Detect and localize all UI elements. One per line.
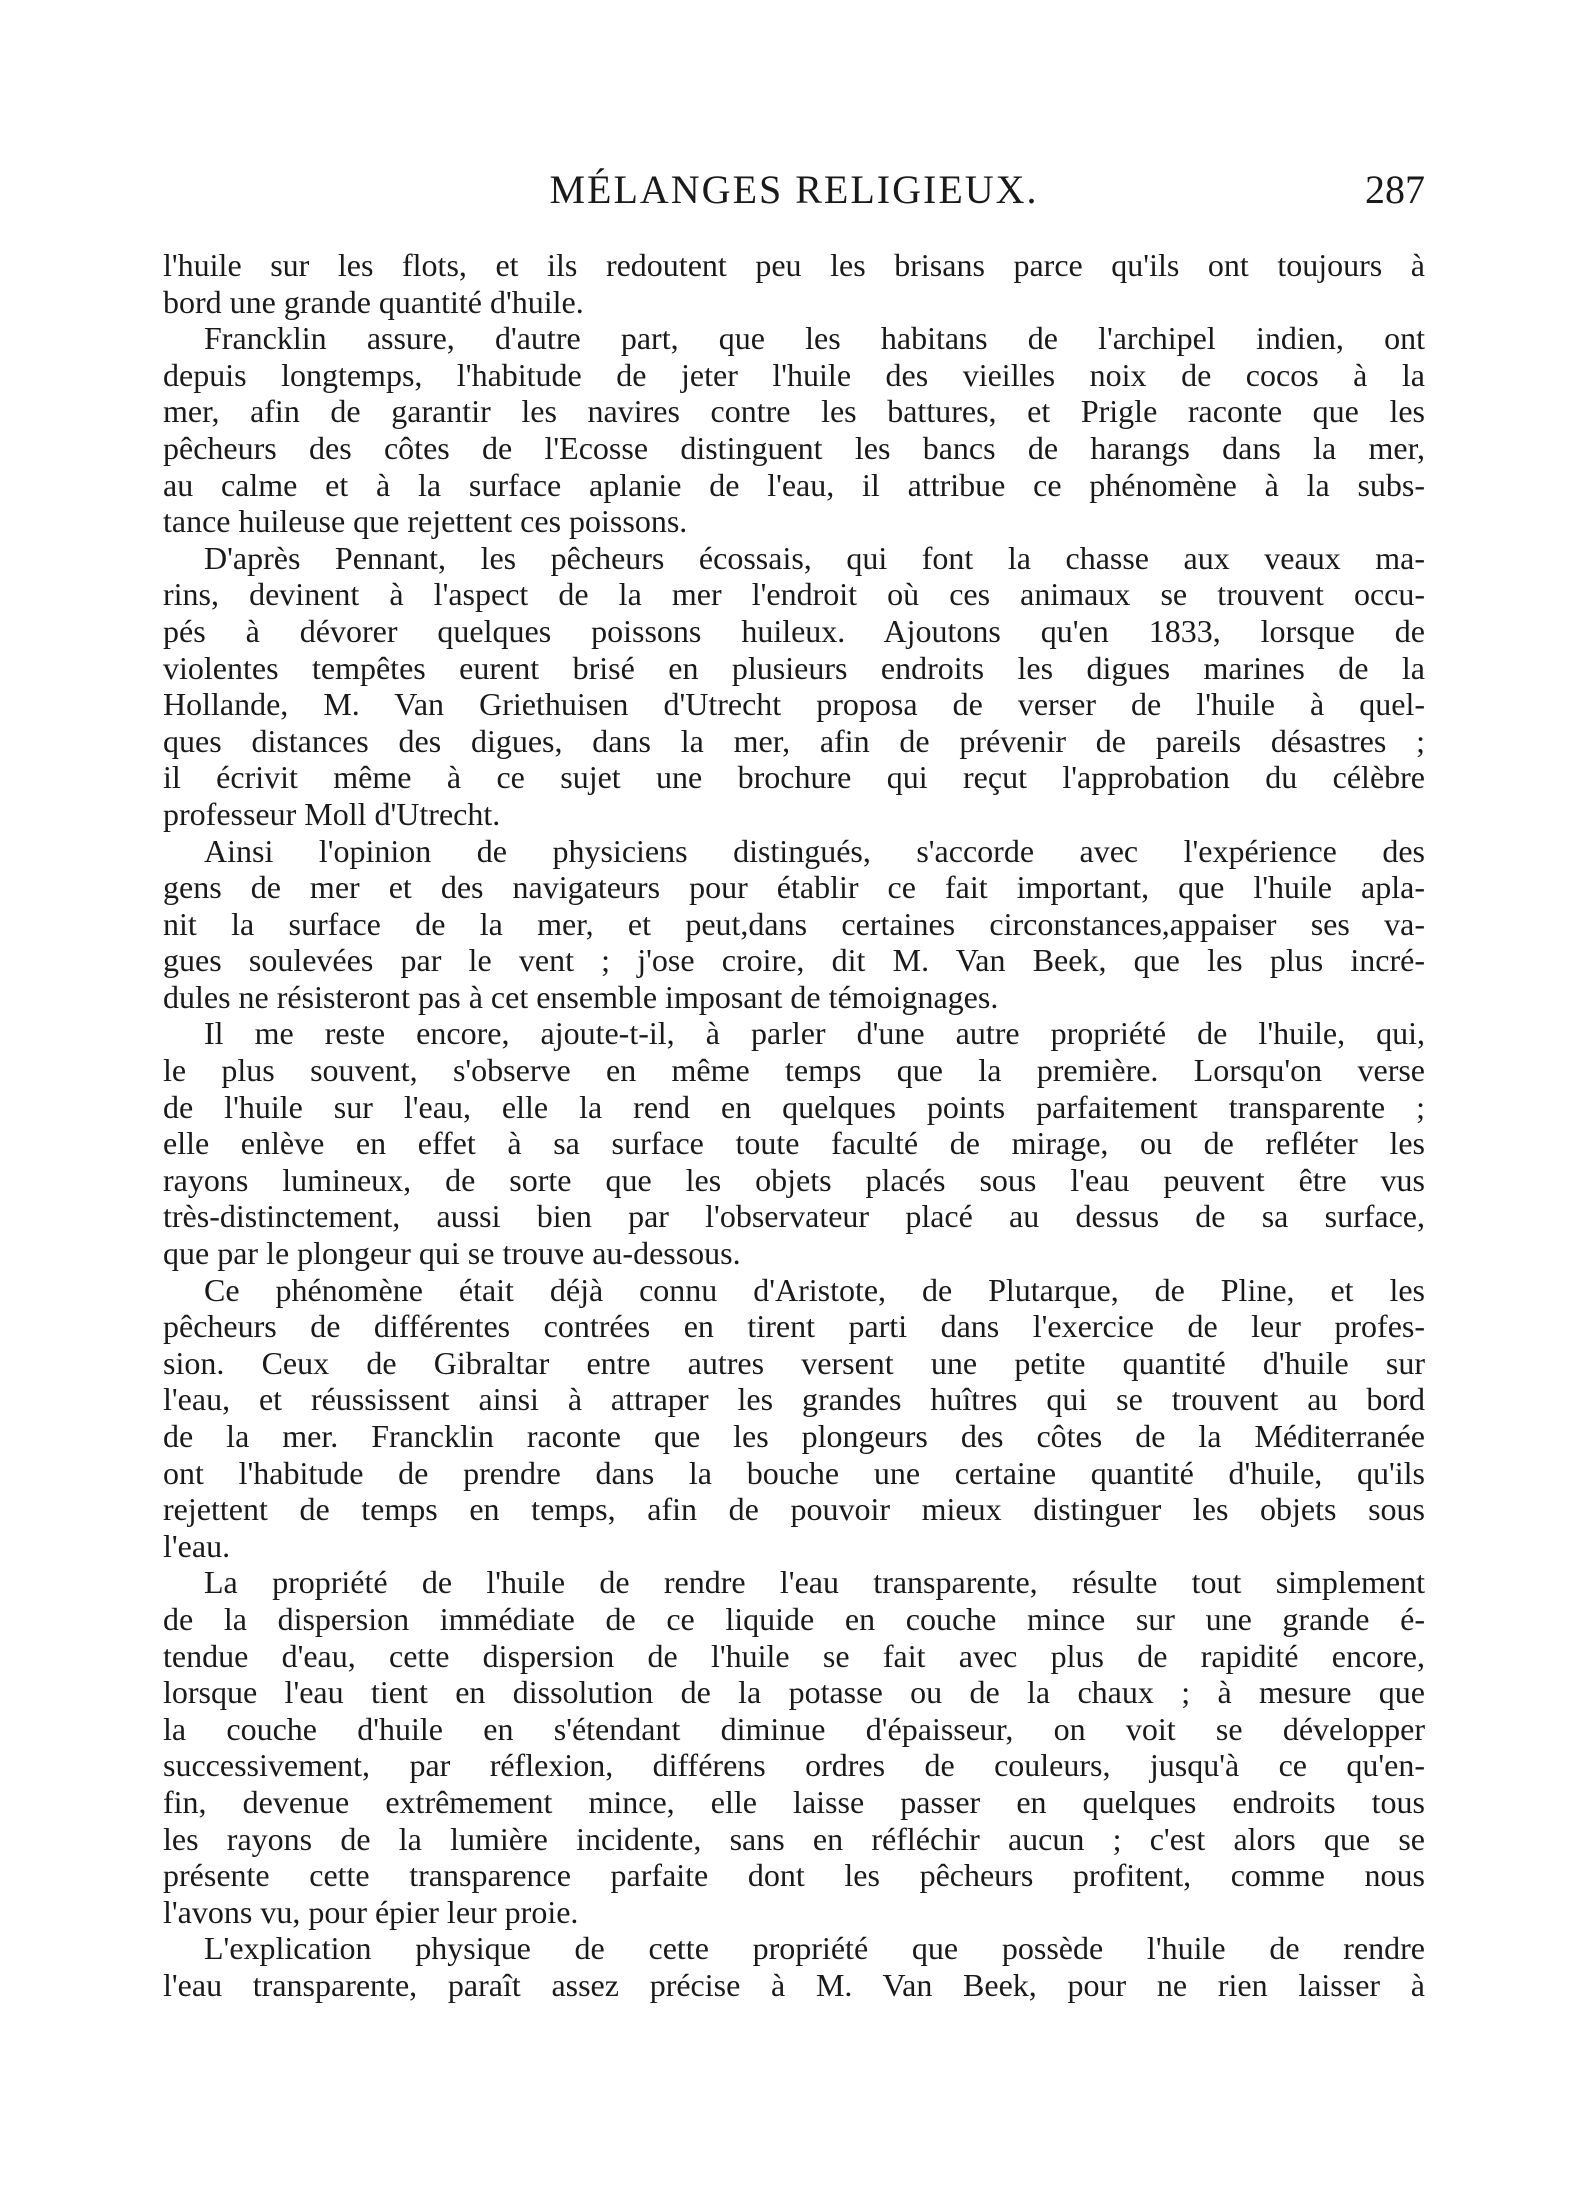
text-line: professeur Moll d'Utrecht. — [163, 795, 501, 832]
text-line: La propriété de l'huile de rendre l'eau transparente, résulte tout simplement — [204, 1564, 1425, 1601]
page-number: 287 — [1365, 167, 1425, 212]
paragraph-4 — [163, 833, 1425, 1016]
text-line: présente cette transparence parfaite dont les pêcheurs profitent, comme nous — [163, 1857, 1425, 1894]
paragraph-1 — [163, 247, 1425, 320]
text-line: bord une grande quantité d'huile. — [163, 283, 584, 320]
text-line: de la dispersion immédiate de ce liquide en couche mince sur une grande é- — [163, 1600, 1425, 1637]
text-line: pêcheurs des côtes de l'Ecosse distinguent les bancs de harangs dans la mer, — [163, 429, 1425, 466]
text-line: les rayons de la lumière incidente, sans en réfléchir aucun ; c'est alors que se — [163, 1820, 1425, 1857]
paragraph-6 — [163, 1272, 1425, 1565]
text-line: l'avons vu, pour épier leur proie. — [163, 1893, 579, 1930]
text-line: tance huileuse que rejettent ces poissons. — [163, 503, 688, 540]
text-line: l'eau transparente, paraît assez précise à M. Van Beek, pour ne rien laisser à — [163, 1966, 1425, 2003]
text-line: l'eau, et réussissent ainsi à attraper les grandes huîtres qui se trouvent au bord — [163, 1381, 1425, 1418]
text-line: gues soulevées par le vent ; j'ose croire, dit M. Van Beek, que les plus incré- — [163, 942, 1425, 979]
text-line: tendue d'eau, cette dispersion de l'huile se fait avec plus de rapidité encore, — [163, 1637, 1425, 1674]
text-line: D'après Pennant, les pêcheurs écossais, qui font la chasse aux veaux ma- — [204, 539, 1425, 576]
text-line: que par le plongeur qui se trouve au-dessous. — [163, 1235, 741, 1272]
text-line: très-distinctement, aussi bien par l'observateur placé au dessus de sa surface, — [163, 1198, 1425, 1235]
text-line: la couche d'huile en s'étendant diminue d'épaisseur, on voit se développer — [163, 1710, 1425, 1747]
text-line: Hollande, M. Van Griethuisen d'Utrecht proposa de verser de l'huile à quel- — [163, 686, 1425, 723]
text-line: gens de mer et des navigateurs pour établir ce fait important, que l'huile apla- — [163, 869, 1425, 906]
text-line: pêcheurs de différentes contrées en tirent parti dans l'exercice de leur profes- — [163, 1308, 1425, 1345]
paragraph-7 — [163, 1564, 1425, 1930]
text-line: Il me reste encore, ajoute-t-il, à parler d'une autre propriété de l'huile, qui, — [204, 1015, 1425, 1052]
text-line: rejettent de temps en temps, afin de pouvoir mieux distinguer les objets sous — [163, 1491, 1425, 1528]
text-line: violentes tempêtes eurent brisé en plusieurs endroits les digues marines de la — [163, 649, 1425, 686]
text-line: successivement, par réflexion, différens ordres de couleurs, jusqu'à ce qu'en- — [163, 1747, 1425, 1784]
text-line: dules ne résisteront pas à cet ensemble imposant de témoignages. — [163, 978, 999, 1015]
text-line: sion. Ceux de Gibraltar entre autres versent une petite quantité d'huile sur — [163, 1344, 1425, 1381]
text-line: rayons lumineux, de sorte que les objets placés sous l'eau peuvent être vus — [163, 1161, 1425, 1198]
text-line: mer, afin de garantir les navires contre les battures, et Prigle raconte que les — [163, 393, 1425, 430]
text-line: le plus souvent, s'observe en même temps que la première. Lorsqu'on verse — [163, 1052, 1425, 1089]
text-line: Ce phénomène était déjà connu d'Aristote, de Plutarque, de Pline, et les — [204, 1271, 1425, 1308]
paragraph-5 — [163, 1015, 1425, 1271]
text-line: il écrivit même à ce sujet une brochure qui reçut l'approbation du célèbre — [163, 759, 1425, 796]
paragraph-2 — [163, 320, 1425, 540]
running-header — [163, 165, 1425, 215]
text-line: Francklin assure, d'autre part, que les habitans de l'archipel indien, ont — [204, 320, 1425, 357]
body-text — [163, 247, 1425, 2004]
running-title: MÉLANGES RELIGIEUX. — [549, 167, 1039, 212]
text-line: rins, devinent à l'aspect de la mer l'endroit où ces animaux se trouvent occu- — [163, 576, 1425, 613]
text-line: de l'huile sur l'eau, elle la rend en quelques points parfaitement transparente ; — [163, 1088, 1425, 1125]
text-line: l'huile sur les flots, et ils redoutent peu les brisans parce qu'ils ont toujours à — [163, 247, 1425, 283]
text-line: Ainsi l'opinion de physiciens distingués, s'accorde avec l'expérience des — [204, 832, 1425, 869]
text-line: l'eau. — [163, 1527, 231, 1564]
text-line: nit la surface de la mer, et peut,dans certaines circonstances,appaiser ses va- — [163, 905, 1425, 942]
paragraph-8 — [163, 1930, 1425, 2003]
text-line: lorsque l'eau tient en dissolution de la potasse ou de la chaux ; à mesure que — [163, 1674, 1425, 1711]
paragraph-3 — [163, 540, 1425, 833]
text-line: depuis longtemps, l'habitude de jeter l'huile des vieilles noix de cocos à la — [163, 356, 1425, 393]
text-line: de la mer. Francklin raconte que les plongeurs des côtes de la Méditerranée — [163, 1418, 1425, 1454]
text-line: ques distances des digues, dans la mer, afin de prévenir de pareils désastres ; — [163, 722, 1425, 759]
text-line: fin, devenue extrêmement mince, elle laisse passer en quelques endroits tous — [163, 1783, 1425, 1820]
text-line: au calme et à la surface aplanie de l'eau, il attribue ce phénomène à la subs- — [163, 466, 1425, 503]
text-line: L'explication physique de cette propriété que possède l'huile de rendre — [204, 1930, 1425, 1967]
text-line: pés à dévorer quelques poissons huileux. Ajoutons qu'en 1833, lorsque de — [163, 612, 1425, 649]
text-line: ont l'habitude de prendre dans la bouche une certaine quantité d'huile, qu'ils — [163, 1454, 1425, 1491]
text-line: elle enlève en effet à sa surface toute faculté de mirage, ou de refléter les — [163, 1125, 1425, 1162]
